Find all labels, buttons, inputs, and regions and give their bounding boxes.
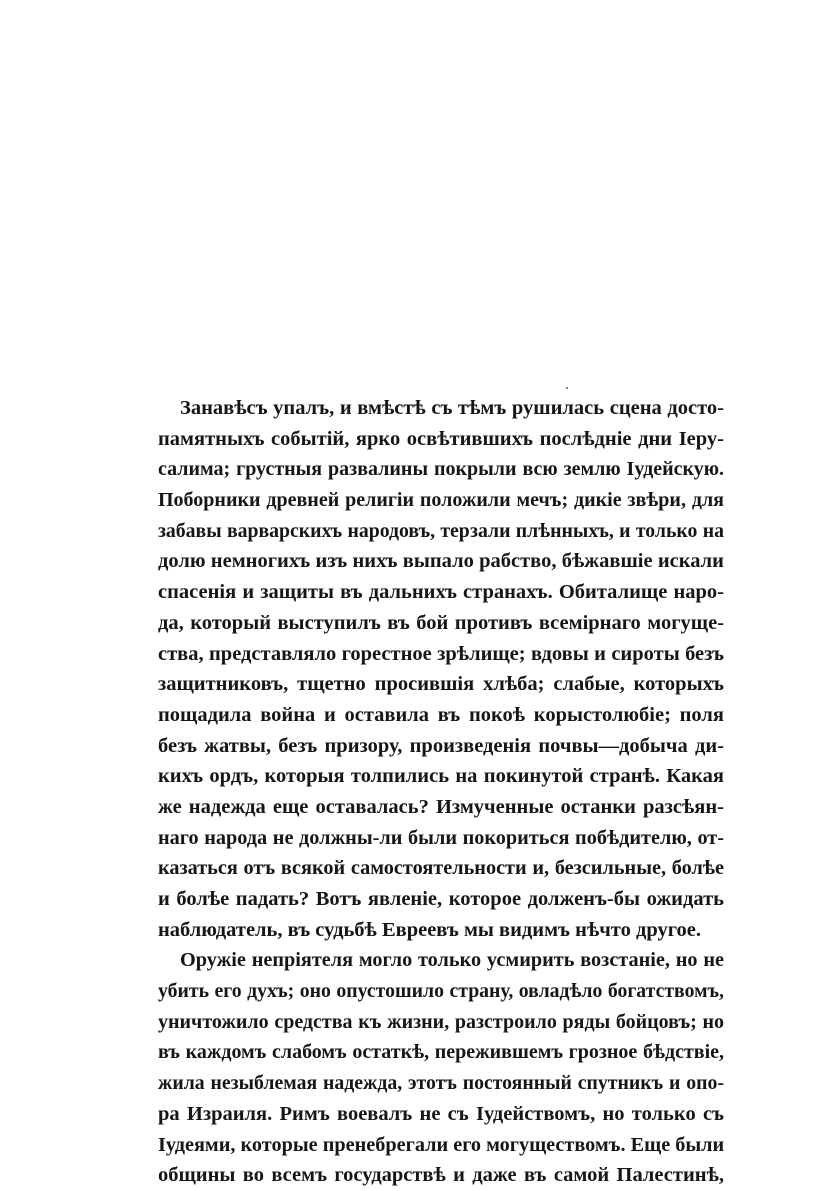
- text-line: наго народа не должны-ли были покориться побѣдителю, от-: [158, 826, 724, 849]
- text-line: жила незыблемая надежда, этотъ постоянный спутникъ и опо-: [158, 1072, 724, 1095]
- text-line: наблюдатель, въ судьбѣ Евреевъ мы видимъ нѣчто другое.: [158, 918, 702, 941]
- text-line: общины во всемъ государствѣ и даже въ самой Палестинѣ,: [158, 1164, 724, 1187]
- text-line: Поборники древней религіи положили мечъ; дикіе звѣри, для: [158, 489, 724, 512]
- text-line: ства, представляло горестное зрѣлище; вдовы и сироты безъ: [158, 642, 724, 665]
- text-line: спасенія и защиты въ дальнихъ странахъ. Обиталище наро-: [158, 581, 724, 604]
- text-line: Оружіе непріятеля могло только усмирить возстаніе, но не: [180, 949, 724, 972]
- text-line: забавы варварскихъ народовъ, терзали плѣнныхъ, и только на: [158, 519, 724, 542]
- text-line: защитниковъ, тщетно просившія хлѣба; слабые, которыхъ: [158, 673, 724, 696]
- text-line: казаться отъ всякой самостоятельности и, безсильные, болѣе: [158, 857, 724, 880]
- text-line: уничтожило средства къ жизни, разстроило ряды бойцовъ; но: [158, 1010, 724, 1033]
- text-line: пощадила война и оставила въ покоѣ корыстолюбіе; поля: [158, 703, 724, 726]
- text-line: убить его духъ; оно опустошило страну, овладѣло богатствомъ,: [158, 980, 724, 1003]
- text-line: Іудеями, которые пренебрегали его могуществомъ. Еще были: [158, 1133, 724, 1156]
- text-line: же надежда еще оставалась? Измученные останки разсѣян-: [158, 795, 724, 818]
- text-line: Занавѣсъ упалъ, и вмѣстѣ съ тѣмъ рушилась сцена досто-: [180, 397, 724, 419]
- text-line: безъ жатвы, безъ призору, произведенія почвы—добыча ди-: [158, 734, 724, 757]
- text-line: въ каждомъ слабомъ остаткѣ, пережившемъ грозное бѣдствіе,: [158, 1041, 724, 1064]
- text-line: и болѣе падать? Вотъ явленіе, которое долженъ-бы ожидать: [158, 888, 724, 910]
- paragraph-2: [158, 945, 724, 1191]
- text-line: да, который выступилъ въ бой противъ всемірнаго могуще-: [158, 611, 724, 634]
- body-text: [158, 393, 724, 1191]
- text-line: кихъ ордъ, которыя толпились на покинутой странѣ. Какая: [158, 765, 724, 788]
- text-line: ра Израиля. Римъ воевалъ не съ Іудействомъ, но только съ: [158, 1102, 724, 1125]
- text-line: салима; грустныя развалины покрыли всю землю Іудейскую.: [158, 458, 724, 481]
- text-line: долю немногихъ изъ нихъ выпало рабство, бѣжавшіе искали: [158, 550, 724, 573]
- text-line: памятныхъ событій, ярко освѣтившихъ послѣдніе дни Іеру-: [158, 427, 724, 450]
- print-speck: [566, 387, 568, 389]
- paragraph-1: [158, 393, 724, 945]
